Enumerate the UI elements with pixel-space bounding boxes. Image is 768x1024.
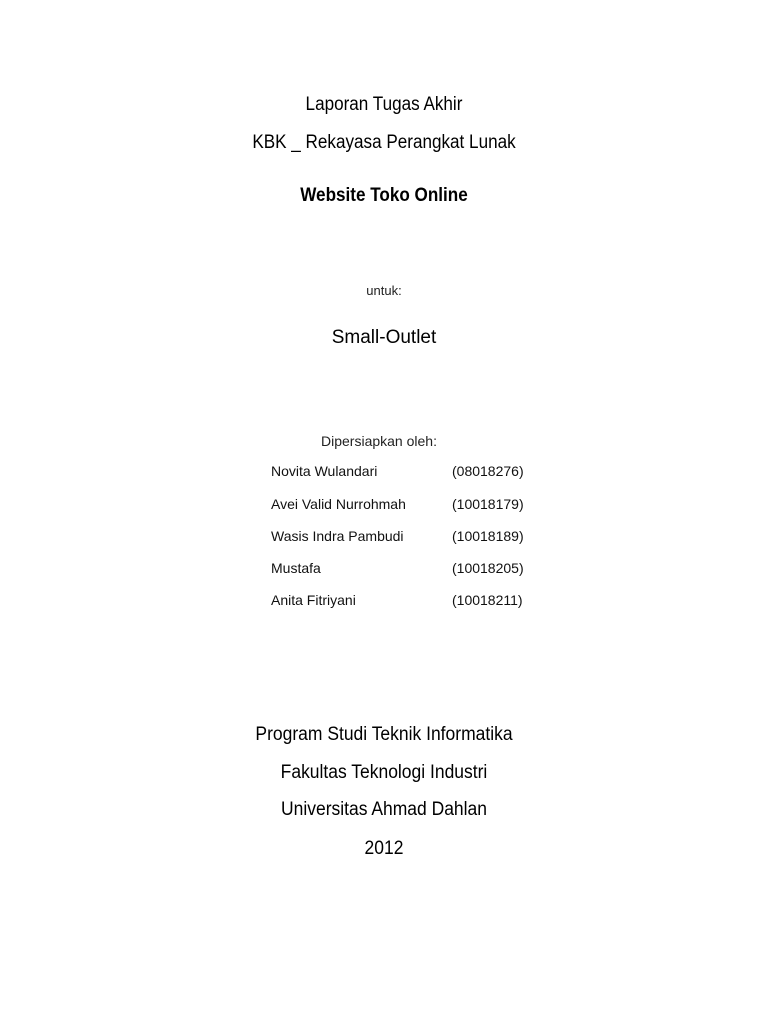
member-nim: (10018179) bbox=[452, 496, 524, 512]
member-nim: (08018276) bbox=[452, 463, 524, 479]
member-name: Mustafa bbox=[271, 560, 321, 576]
report-subtitle: KBK _ Rekayasa Perangkat Lunak bbox=[252, 132, 516, 153]
for-label: untuk: bbox=[366, 283, 402, 298]
prepared-by-label: Dipersiapkan oleh: bbox=[321, 433, 437, 449]
team-member bbox=[271, 463, 531, 483]
team-member bbox=[271, 528, 531, 548]
faculty-name: Fakultas Teknologi Industri bbox=[280, 762, 488, 783]
client-name: Small-Outlet bbox=[331, 327, 437, 348]
project-title: Website Toko Online bbox=[300, 185, 468, 206]
year: 2012 bbox=[364, 838, 404, 859]
member-name: Avei Valid Nurrohmah bbox=[271, 496, 406, 512]
member-name: Novita Wulandari bbox=[271, 463, 378, 479]
member-nim: (10018189) bbox=[452, 528, 524, 544]
university-name: Universitas Ahmad Dahlan bbox=[281, 799, 487, 820]
report-title: Laporan Tugas Akhir bbox=[305, 94, 463, 115]
program-name: Program Studi Teknik Informatika bbox=[255, 724, 513, 745]
member-name: Wasis Indra Pambudi bbox=[271, 528, 404, 544]
member-nim: (10018205) bbox=[452, 560, 524, 576]
member-name: Anita Fitriyani bbox=[271, 592, 356, 608]
team-member bbox=[271, 496, 531, 516]
team-member bbox=[271, 560, 531, 580]
team-member bbox=[271, 592, 531, 612]
member-nim: (10018211) bbox=[452, 592, 523, 608]
